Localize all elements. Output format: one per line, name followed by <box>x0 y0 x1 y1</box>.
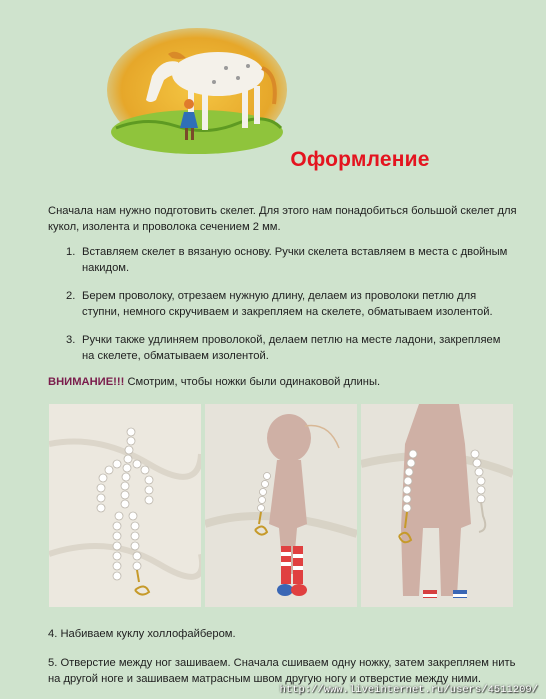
warning-text: Смотрим, чтобы ножки были одинаковой длины. <box>124 376 381 388</box>
list-item <box>48 244 508 276</box>
doll-wrapped-photo <box>361 404 513 607</box>
step-text: Ручки также удлиняем проволокой, делаем петлю на месте ладони, закрепляем на скелете, обматываем изолентой. <box>82 334 501 362</box>
skeleton-photo <box>49 404 201 607</box>
step-text: Берем проволоку, отрезаем нужную длину, делаем из проволоки петлю для ступни, немного скручиваем и закрепляем на скелете, обматываем изолентой. <box>82 290 493 318</box>
step-number: 3. <box>66 334 76 346</box>
page-title: Оформление <box>290 148 430 171</box>
photo-strip <box>49 404 513 607</box>
steps-list <box>48 244 508 376</box>
horse-illustration <box>106 28 288 156</box>
warning-note <box>48 374 528 390</box>
list-item <box>48 288 508 320</box>
step-5-paragraph: 5. Отверстие между ног зашиваем. Сначала сшиваем одну ножку, затем закрепляем нить на другой ноге и зашиваем матрасным швом другую ногу и отверстие между ними. <box>48 657 516 685</box>
source-watermark: http://www.liveinternet.ru/users/4511209/ <box>279 684 538 696</box>
step-number: 1. <box>66 246 76 258</box>
step-number: 2. <box>66 290 76 302</box>
list-item <box>48 332 508 364</box>
warning-label: ВНИМАНИЕ!!! <box>48 376 125 388</box>
step-4-paragraph: 4. Набиваем куклу холлофайбером. <box>48 628 236 640</box>
step-text: Вставляем скелет в вязаную основу. Ручки скелета вставляем в места с двойным накидом. <box>82 246 508 274</box>
doll-frame-photo <box>205 404 357 607</box>
intro-paragraph: Сначала нам нужно подготовить скелет. Для этого нам понадобиться большой скелет для кукол, изолента и проволока сечением 2 мм. <box>48 205 517 233</box>
